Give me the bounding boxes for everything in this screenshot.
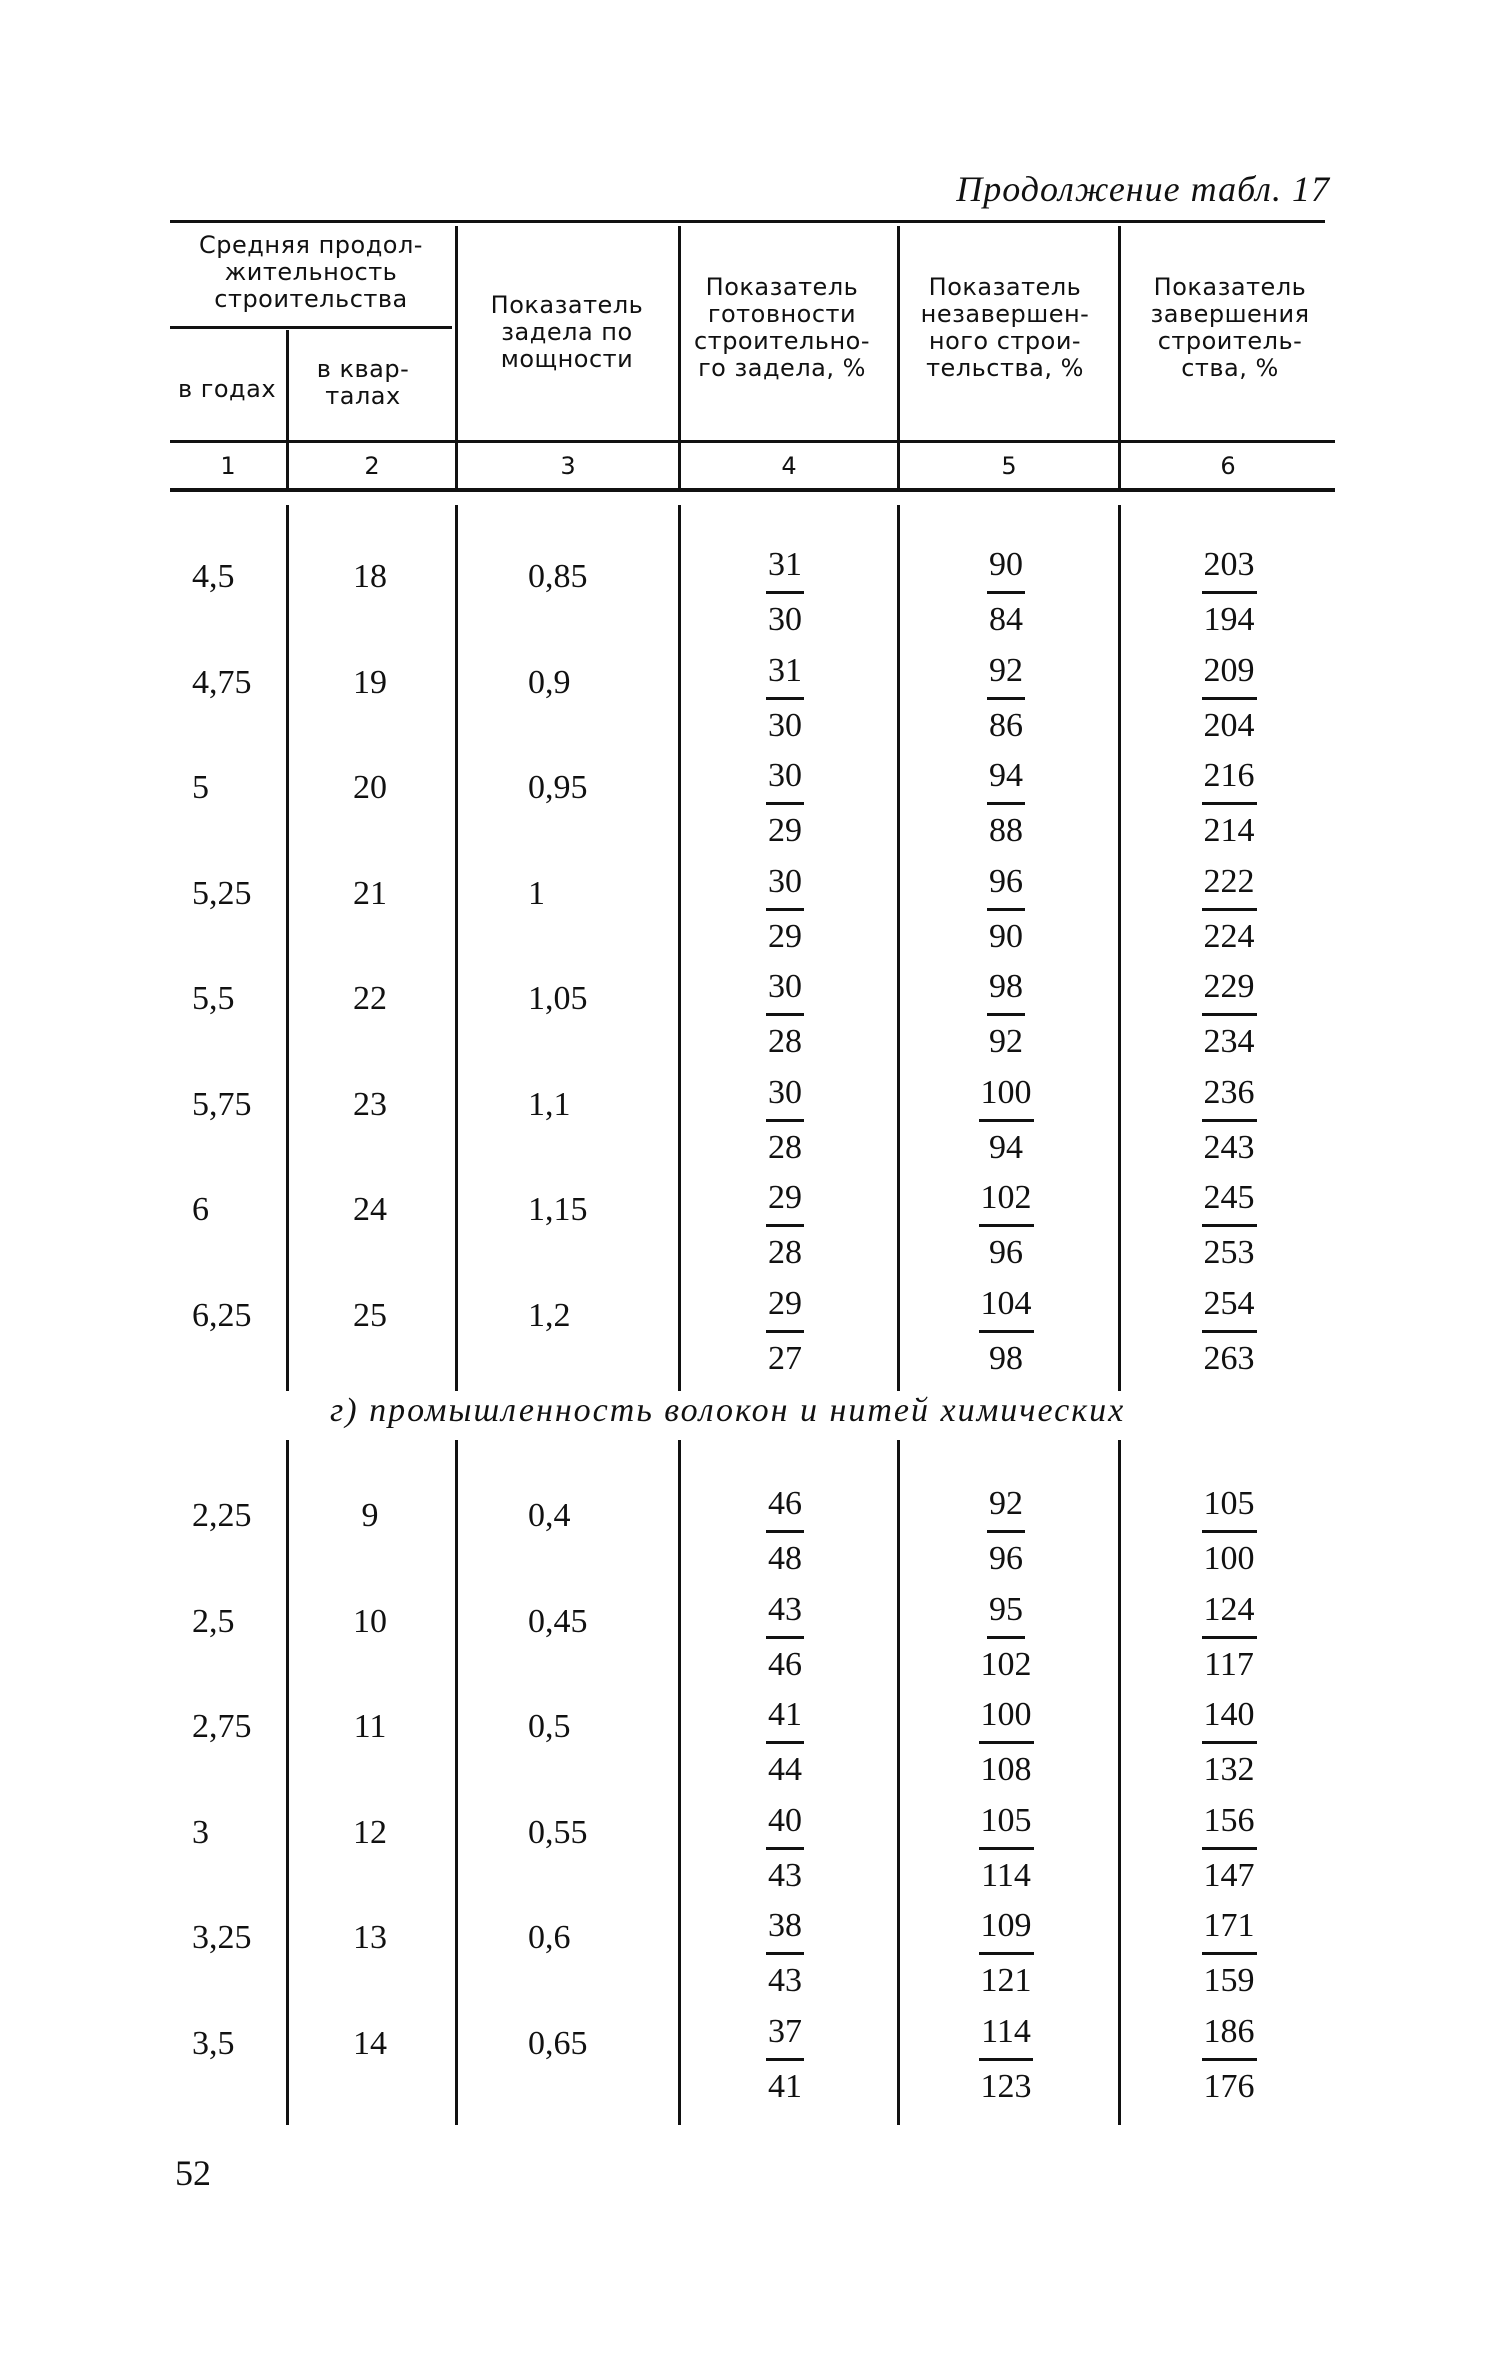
fraction-denominator: 29 [768, 812, 802, 849]
fraction-numerator: 92 [987, 651, 1025, 700]
fraction-denominator: 98 [989, 1339, 1023, 1377]
cell-quarters: 13 [353, 1919, 387, 1956]
fraction-denominator: 28 [768, 1023, 802, 1060]
fraction-numerator: 29 [766, 1178, 804, 1227]
cell-quarters: 23 [353, 1085, 387, 1123]
header-vline [455, 226, 458, 488]
fraction-denominator: 46 [768, 1645, 802, 1683]
fraction-numerator: 94 [987, 756, 1025, 805]
fraction-numerator: 203 [1202, 545, 1257, 594]
body-vline [897, 505, 900, 1391]
fraction-denominator: 88 [989, 812, 1023, 849]
table-top-rule [170, 220, 1325, 223]
cell-readiness-fraction [725, 2012, 845, 2107]
cell-readiness-fraction [725, 1801, 845, 1896]
cell-unfinished-fraction [946, 1178, 1066, 1273]
cell-reserve: 0,9 [528, 663, 571, 701]
cell-years: 6,25 [192, 1296, 252, 1334]
fraction-denominator: 159 [1203, 1962, 1255, 1999]
fraction-denominator: 204 [1203, 706, 1255, 744]
cell-readiness-fraction [725, 1178, 845, 1273]
fraction-numerator: 216 [1202, 756, 1257, 805]
fraction-numerator: 30 [766, 756, 804, 805]
cell-reserve: 1,1 [528, 1085, 571, 1123]
cell-quarters: 14 [353, 2024, 387, 2062]
fraction-numerator: 245 [1202, 1178, 1257, 1227]
cell-quarters: 21 [353, 874, 387, 912]
fraction-denominator: 29 [768, 917, 802, 955]
cell-unfinished-fraction [946, 1590, 1066, 1685]
cell-years: 3 [192, 1813, 209, 1851]
header-group-rule [170, 326, 452, 329]
fraction-denominator: 27 [768, 1339, 802, 1377]
header-bottom-rule [170, 440, 1335, 443]
colnum-bottom-rule [170, 488, 1335, 492]
fraction-numerator: 95 [987, 1590, 1025, 1639]
cell-completion-fraction [1169, 862, 1289, 957]
cell-readiness-fraction [725, 1590, 845, 1685]
page-number: 52 [175, 2153, 211, 2193]
cell-reserve: 0,5 [528, 1708, 571, 1745]
fraction-denominator: 224 [1203, 917, 1255, 955]
cell-quarters: 18 [353, 558, 387, 595]
column-number: 1 [220, 452, 236, 480]
cell-readiness-fraction [725, 1484, 845, 1579]
cell-quarters: 20 [353, 769, 387, 806]
fraction-denominator: 114 [981, 1856, 1031, 1894]
cell-completion-fraction [1169, 1178, 1289, 1273]
section-title: г) промышленность волокон и нитей химических [330, 1392, 1126, 1429]
fraction-numerator: 140 [1202, 1695, 1257, 1744]
fraction-numerator: 37 [766, 2012, 804, 2061]
cell-readiness-fraction [725, 1695, 845, 1790]
header-quarters: в квар- талах [316, 355, 410, 410]
fraction-denominator: 30 [768, 601, 802, 638]
cell-completion-fraction [1169, 756, 1289, 851]
fraction-denominator: 43 [768, 1962, 802, 1999]
cell-unfinished-fraction [946, 1284, 1066, 1379]
fraction-numerator: 229 [1202, 967, 1257, 1016]
fraction-numerator: 171 [1202, 1906, 1257, 1955]
fraction-numerator: 100 [979, 1695, 1034, 1744]
fraction-denominator: 253 [1203, 1234, 1255, 1271]
cell-quarters: 9 [361, 1497, 379, 1534]
cell-readiness-fraction [725, 1284, 845, 1379]
fraction-denominator: 123 [980, 2067, 1032, 2105]
fraction-denominator: 94 [989, 1128, 1023, 1166]
header-vline [897, 226, 900, 488]
fraction-numerator: 96 [987, 862, 1025, 911]
fraction-numerator: 109 [979, 1906, 1034, 1955]
fraction-denominator: 194 [1203, 601, 1255, 638]
column-number: 5 [1001, 452, 1017, 480]
cell-unfinished-fraction [946, 756, 1066, 851]
fraction-numerator: 38 [766, 1906, 804, 1955]
fraction-numerator: 40 [766, 1801, 804, 1850]
fraction-denominator: 44 [768, 1751, 802, 1788]
fraction-denominator: 214 [1203, 812, 1255, 849]
body-vline [286, 505, 289, 1391]
cell-completion-fraction [1169, 1284, 1289, 1379]
cell-reserve: 0,55 [528, 1813, 588, 1851]
fraction-numerator: 114 [979, 2012, 1033, 2061]
fraction-denominator: 121 [980, 1962, 1032, 1999]
cell-reserve: 0,6 [528, 1919, 571, 1956]
cell-readiness-fraction [725, 1906, 845, 2001]
fraction-denominator: 100 [1203, 1540, 1255, 1577]
body-vline [455, 505, 458, 1391]
cell-quarters: 19 [353, 663, 387, 701]
fraction-numerator: 30 [766, 862, 804, 911]
cell-completion-fraction [1169, 1695, 1289, 1790]
cell-completion-fraction [1169, 1073, 1289, 1168]
cell-years: 5,75 [192, 1085, 252, 1123]
header-completion: Показатель завершения строитель- ства, % [1150, 273, 1310, 382]
cell-completion-fraction [1169, 1801, 1289, 1896]
cell-reserve: 0,45 [528, 1602, 588, 1640]
cell-unfinished-fraction [946, 2012, 1066, 2107]
fraction-numerator: 254 [1202, 1284, 1257, 1333]
fraction-denominator: 92 [989, 1023, 1023, 1060]
fraction-numerator: 209 [1202, 651, 1257, 700]
cell-years: 5,25 [192, 874, 252, 912]
cell-unfinished-fraction [946, 1906, 1066, 2001]
fraction-numerator: 236 [1202, 1073, 1257, 1122]
cell-years: 3,5 [192, 2024, 235, 2062]
fraction-numerator: 104 [979, 1284, 1034, 1333]
fraction-denominator: 176 [1203, 2067, 1255, 2105]
body-vline [286, 1440, 289, 2125]
fraction-denominator: 96 [989, 1540, 1023, 1577]
cell-quarters: 25 [353, 1296, 387, 1334]
column-number: 2 [364, 452, 380, 480]
cell-readiness-fraction [725, 1073, 845, 1168]
fraction-numerator: 102 [979, 1178, 1034, 1227]
column-number: 4 [781, 452, 797, 480]
fraction-numerator: 100 [979, 1073, 1034, 1122]
cell-unfinished-fraction [946, 1484, 1066, 1579]
cell-years: 5 [192, 769, 209, 806]
fraction-denominator: 28 [768, 1234, 802, 1271]
cell-readiness-fraction [725, 651, 845, 746]
cell-reserve: 1 [528, 874, 545, 912]
fraction-numerator: 31 [766, 545, 804, 594]
header-unfinished: Показатель незавершен- ного строи- тельства, % [920, 273, 1090, 382]
fraction-numerator: 41 [766, 1695, 804, 1744]
cell-completion-fraction [1169, 967, 1289, 1062]
body-vline [1118, 505, 1121, 1391]
cell-years: 6 [192, 1191, 209, 1228]
cell-reserve: 1,2 [528, 1296, 571, 1334]
fraction-numerator: 43 [766, 1590, 804, 1639]
cell-years: 4,75 [192, 663, 252, 701]
cell-quarters: 11 [353, 1708, 387, 1745]
header-vline [1118, 226, 1121, 488]
fraction-numerator: 105 [1202, 1484, 1257, 1533]
fraction-denominator: 102 [980, 1645, 1032, 1683]
cell-reserve: 0,85 [528, 558, 588, 595]
cell-reserve: 1,05 [528, 980, 588, 1017]
column-number: 3 [560, 452, 576, 480]
cell-quarters: 22 [353, 980, 387, 1017]
cell-unfinished-fraction [946, 1801, 1066, 1896]
fraction-denominator: 147 [1203, 1856, 1255, 1894]
fraction-numerator: 186 [1202, 2012, 1257, 2061]
cell-readiness-fraction [725, 756, 845, 851]
cell-completion-fraction [1169, 545, 1289, 640]
cell-years: 2,75 [192, 1708, 252, 1745]
fraction-numerator: 90 [987, 545, 1025, 594]
body-vline [897, 1440, 900, 2125]
fraction-numerator: 98 [987, 967, 1025, 1016]
fraction-numerator: 30 [766, 1073, 804, 1122]
fraction-numerator: 29 [766, 1284, 804, 1333]
cell-years: 2,5 [192, 1602, 235, 1640]
fraction-denominator: 86 [989, 706, 1023, 744]
fraction-denominator: 90 [989, 917, 1023, 955]
cell-completion-fraction [1169, 1590, 1289, 1685]
body-vline [455, 1440, 458, 2125]
fraction-denominator: 96 [989, 1234, 1023, 1271]
cell-readiness-fraction [725, 967, 845, 1062]
fraction-denominator: 30 [768, 706, 802, 744]
cell-quarters: 10 [353, 1602, 387, 1640]
fraction-denominator: 43 [768, 1856, 802, 1894]
fraction-numerator: 46 [766, 1484, 804, 1533]
header-years: в годах [177, 375, 277, 403]
cell-reserve: 1,15 [528, 1191, 588, 1228]
cell-reserve: 0,4 [528, 1497, 571, 1534]
header-reserve: Показатель задела по мощности [490, 291, 644, 373]
cell-unfinished-fraction [946, 1695, 1066, 1790]
body-vline [678, 505, 681, 1391]
fraction-denominator: 48 [768, 1540, 802, 1577]
cell-unfinished-fraction [946, 967, 1066, 1062]
cell-completion-fraction [1169, 1906, 1289, 2001]
cell-completion-fraction [1169, 651, 1289, 746]
cell-years: 3,25 [192, 1919, 252, 1956]
fraction-denominator: 234 [1203, 1023, 1255, 1060]
fraction-numerator: 92 [987, 1484, 1025, 1533]
fraction-denominator: 132 [1203, 1751, 1255, 1788]
cell-readiness-fraction [725, 545, 845, 640]
fraction-numerator: 124 [1202, 1590, 1257, 1639]
header-readiness: Показатель готовности строительно- го задела, % [694, 273, 870, 382]
table-continuation-caption: Продолжение табл. 17 [956, 169, 1330, 209]
cell-reserve: 0,95 [528, 769, 588, 806]
cell-unfinished-fraction [946, 545, 1066, 640]
cell-years: 2,25 [192, 1497, 252, 1534]
fraction-denominator: 263 [1203, 1339, 1255, 1377]
cell-readiness-fraction [725, 862, 845, 957]
cell-completion-fraction [1169, 1484, 1289, 1579]
header-vline [678, 226, 681, 488]
fraction-denominator: 28 [768, 1128, 802, 1166]
cell-quarters: 12 [353, 1813, 387, 1851]
column-number: 6 [1220, 452, 1236, 480]
cell-quarters: 24 [353, 1191, 387, 1228]
cell-completion-fraction [1169, 2012, 1289, 2107]
fraction-numerator: 30 [766, 967, 804, 1016]
fraction-numerator: 222 [1202, 862, 1257, 911]
fraction-denominator: 41 [768, 2067, 802, 2105]
cell-reserve: 0,65 [528, 2024, 588, 2062]
cell-unfinished-fraction [946, 651, 1066, 746]
fraction-numerator: 105 [979, 1801, 1034, 1850]
header-duration-group: Средняя продол- жительность строительства [199, 231, 423, 313]
fraction-numerator: 31 [766, 651, 804, 700]
body-vline [1118, 1440, 1121, 2125]
fraction-denominator: 84 [989, 601, 1023, 638]
cell-unfinished-fraction [946, 862, 1066, 957]
cell-unfinished-fraction [946, 1073, 1066, 1168]
cell-years: 4,5 [192, 558, 235, 595]
body-vline [678, 1440, 681, 2125]
fraction-denominator: 243 [1203, 1128, 1255, 1166]
cell-years: 5,5 [192, 980, 235, 1017]
fraction-denominator: 117 [1204, 1645, 1254, 1683]
fraction-numerator: 156 [1202, 1801, 1257, 1850]
fraction-denominator: 108 [980, 1751, 1032, 1788]
